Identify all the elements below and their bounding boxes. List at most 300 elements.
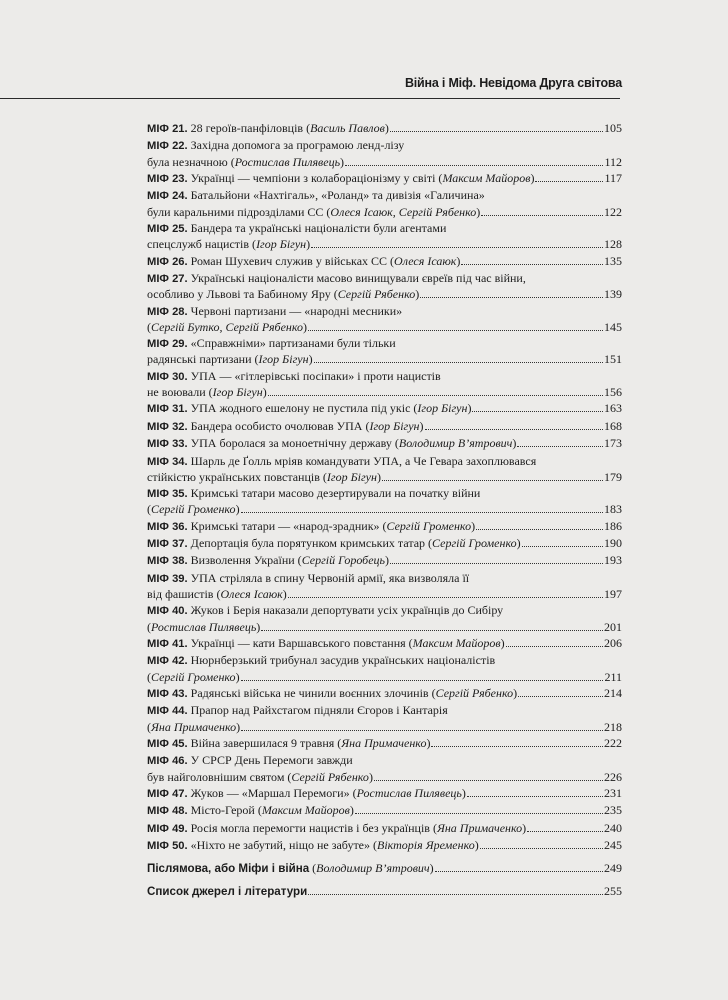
- toc-entry-text: [147, 121, 389, 137]
- myth-title: від фашистів (: [147, 587, 221, 602]
- dot-leader: [345, 165, 603, 166]
- toc-entry-text: [147, 653, 495, 669]
- author-close: ): [429, 861, 434, 876]
- dot-leader: [535, 181, 603, 182]
- dot-leader: [355, 813, 603, 814]
- toc-entry-line: [147, 419, 622, 435]
- dot-leader: [472, 411, 603, 412]
- myth-number: МІФ 32.: [147, 420, 188, 433]
- author-name: Сергій Громенко: [432, 536, 517, 551]
- toc-entry-text: [147, 686, 517, 702]
- toc-entry-line: [147, 454, 622, 470]
- myth-title: УПА жодного ешелону не пустила під укіс (: [190, 401, 418, 416]
- myth-title: був найголовнішим святом (: [147, 769, 292, 784]
- toc-entry-text: [147, 736, 430, 752]
- toc-entry-text: [147, 486, 480, 502]
- toc-entry: [147, 436, 622, 452]
- author-close: ): [236, 719, 241, 734]
- toc-entry-line: [147, 736, 622, 752]
- toc-entry-line: [147, 237, 622, 252]
- toc-entry: [147, 803, 622, 819]
- toc-entry-line: [147, 155, 622, 170]
- myth-title: Бандера особисто очолював УПА (: [190, 418, 370, 433]
- author-name: Яна Примаченко: [436, 820, 523, 835]
- toc-entry-line: [147, 553, 622, 569]
- toc-entry-text: [147, 470, 381, 485]
- page-number: 211: [604, 669, 622, 684]
- myth-number: МІФ 39.: [147, 572, 188, 585]
- toc-entry-text: [147, 703, 448, 719]
- author-name: Ігор Бігун: [369, 418, 420, 433]
- author-name: Сергій Рябенко: [291, 769, 369, 784]
- myth-number: МІФ 48.: [147, 805, 188, 818]
- author-close: ): [340, 154, 345, 169]
- toc-entry: [147, 369, 622, 400]
- myth-title: Росія могла перемогти нацистів і без українців (: [190, 820, 437, 835]
- author-close: ): [349, 803, 354, 818]
- toc-entry-line: [147, 271, 622, 287]
- toc-entry: [147, 401, 622, 417]
- toc-entry: [147, 171, 622, 187]
- author-name: Ростислав Пилявець: [234, 154, 341, 169]
- myth-number: МІФ 30.: [147, 370, 188, 383]
- page-number: 186: [604, 518, 622, 533]
- author-close: ): [235, 502, 240, 517]
- myth-title: (: [147, 719, 151, 734]
- toc-entry-text: [147, 720, 240, 735]
- toc-entry: [147, 121, 622, 137]
- dot-leader: [425, 429, 603, 430]
- toc-entry: [147, 138, 622, 169]
- toc-entry-text: [147, 237, 310, 252]
- toc-entries: [147, 121, 622, 854]
- author-close: ): [512, 436, 517, 451]
- toc-entry-text: [147, 205, 480, 220]
- author-name: Вікторія Яременко: [377, 838, 475, 853]
- toc-tail: [147, 861, 622, 898]
- myth-title: Батальйони «Нахтігаль», «Роланд» та дивізія «Галичина»: [190, 188, 485, 203]
- myth-title: Кримські татари масово дезертирували на початку війни: [190, 486, 481, 501]
- toc-entry-line: [147, 536, 622, 552]
- toc-entry-text: [147, 536, 521, 552]
- page-number: 179: [604, 469, 622, 484]
- toc-entry-line: [147, 884, 622, 899]
- toc-entry-line: [147, 720, 622, 735]
- author-close: ): [384, 121, 389, 135]
- dot-leader: [261, 630, 603, 631]
- myth-title: стійкістю українських повстанців (: [147, 469, 327, 484]
- dot-leader: [241, 512, 603, 513]
- dot-leader: [522, 546, 603, 547]
- page-number: 145: [604, 319, 622, 334]
- dot-leader: [518, 696, 603, 697]
- toc-entry-text: [147, 519, 475, 535]
- myth-title: (: [147, 319, 151, 334]
- myth-number: МІФ 27.: [147, 272, 188, 285]
- dot-leader: [476, 529, 603, 530]
- myth-title: 28 героїв-панфіловців (: [190, 121, 311, 135]
- page-number: 201: [604, 619, 622, 634]
- author-name: Ігор Бігун: [212, 384, 263, 399]
- author-close: ): [308, 352, 313, 367]
- toc-entry-line: [147, 486, 622, 502]
- page-number: 240: [604, 820, 622, 835]
- author-close: ): [415, 287, 420, 302]
- page-number: 173: [604, 436, 622, 451]
- page-number: 156: [604, 384, 622, 399]
- toc-entry: [147, 736, 622, 752]
- myth-title: Прапор над Райхстагом підняли Єгоров і Кантарія: [190, 703, 448, 718]
- myth-title: Визволення України (: [190, 553, 302, 568]
- dot-leader: [308, 330, 603, 331]
- toc-entry-text: [147, 553, 389, 569]
- myth-number: МІФ 28.: [147, 305, 188, 318]
- toc-entry-text: [147, 786, 466, 802]
- author-close: ): [500, 636, 505, 651]
- toc-entry-line: [147, 336, 622, 352]
- page-number: 122: [604, 204, 622, 219]
- myth-title: спецслужб нацистів (: [147, 237, 257, 252]
- dot-leader: [382, 480, 603, 481]
- toc-entry: [147, 188, 622, 219]
- toc-entry-line: [147, 821, 622, 837]
- toc-entry-line: [147, 587, 622, 602]
- toc-entry-text: [147, 254, 460, 270]
- author-name: Ігор Бігун: [258, 352, 309, 367]
- toc-entry-line: [147, 171, 622, 187]
- myth-title: (: [147, 669, 151, 684]
- myth-number: МІФ 34.: [147, 455, 188, 468]
- author-name: Сергій Рябенко: [435, 686, 514, 701]
- author-name: Сергій Бутко, Сергій Рябенко: [151, 319, 304, 334]
- author-name: Яна Примаченко: [341, 736, 427, 751]
- myth-title: Радянські війська не чинили воєнних злочинів (: [190, 686, 436, 701]
- myth-title: не воювали (: [147, 384, 213, 399]
- author-name: Василь Павлов: [310, 121, 385, 135]
- toc-back-matter-entry: [147, 884, 622, 899]
- author-name: Сергій Горобець: [301, 553, 385, 568]
- author-name: Олеся Ісаюк: [394, 253, 457, 268]
- page-number: 206: [604, 636, 622, 651]
- toc-entry-text: [147, 753, 353, 769]
- author-name: Володимир В’ятрович: [398, 436, 513, 451]
- myth-title: Українці — чемпіони з колабораціонізму у світі (: [190, 170, 443, 185]
- toc-entry: [147, 304, 622, 335]
- toc-entry-line: [147, 670, 622, 685]
- page-number: 139: [604, 287, 622, 302]
- toc-back-matter-entry: [147, 861, 622, 876]
- toc-entry-text: [147, 401, 471, 417]
- myth-title: особливо у Львові та Бабиному Яру (: [147, 287, 338, 302]
- author-name: Ростислав Пилявець: [356, 786, 462, 800]
- toc-entry-line: [147, 571, 622, 587]
- myth-title: Роман Шухевич служив у військах СС (: [190, 253, 395, 268]
- toc-entry-text: [147, 636, 505, 652]
- myth-title: були каральними підрозділами СС (: [147, 204, 331, 219]
- page-number: 112: [604, 154, 622, 169]
- myth-title: Українці — кати Варшавського повстання (: [190, 636, 413, 651]
- toc-entry: [147, 486, 622, 517]
- toc-entry-line: [147, 121, 622, 137]
- toc-entry: [147, 753, 622, 784]
- dot-leader: [480, 848, 603, 849]
- toc-entry-text: [147, 271, 526, 287]
- author-name: Олеся Ісаюк: [220, 587, 283, 602]
- author-close: ): [256, 619, 261, 634]
- toc-entry-text: [147, 287, 419, 302]
- dot-leader: [420, 297, 603, 298]
- toc-entry: [147, 254, 622, 270]
- author-name: Сергій Громенко: [151, 502, 236, 517]
- section-title: Післямова, або Міфи і війна: [147, 862, 310, 876]
- myth-title: Бандера та українські націоналісти були агентами: [190, 220, 447, 235]
- dot-leader: [374, 780, 603, 781]
- myth-number: МІФ 49.: [147, 822, 188, 835]
- toc-entry: [147, 703, 622, 734]
- myth-title: УПА боролася за моноетнічну державу (: [190, 436, 399, 451]
- toc-entry-text: [147, 670, 240, 685]
- toc-entry-line: [147, 221, 622, 237]
- toc-entry-text: [147, 884, 307, 899]
- myth-number: МІФ 41.: [147, 638, 188, 651]
- toc-entry: [147, 571, 622, 602]
- myth-number: МІФ 26.: [147, 255, 188, 268]
- myth-title: Кримські татари — «народ-зрадник» (: [190, 518, 387, 533]
- dot-leader: [506, 646, 603, 647]
- myth-title: Українські націоналісти масово винищували євреїв під час війни,: [190, 270, 526, 285]
- toc-entry-text: [147, 419, 424, 435]
- toc-entry-text: [147, 155, 344, 170]
- toc-entry: [147, 419, 622, 435]
- toc-entry-line: [147, 519, 622, 535]
- myth-title: Західна допомога за програмою ленд-лізу: [190, 138, 405, 153]
- toc-entry-line: [147, 369, 622, 385]
- dot-leader: [517, 446, 603, 447]
- author-close: ): [467, 401, 472, 416]
- toc-entry: [147, 336, 622, 367]
- myth-number: МІФ 47.: [147, 788, 188, 800]
- page-number: 168: [604, 418, 622, 433]
- toc-entry-text: [147, 571, 469, 587]
- page-number: 193: [604, 553, 622, 568]
- toc-entry-text: [147, 821, 526, 837]
- myth-title: Червоні партизани — «народні месники»: [190, 303, 403, 318]
- dot-leader: [527, 831, 603, 832]
- author-name: Максим Майоров: [261, 803, 350, 818]
- dot-leader: [241, 680, 604, 681]
- toc-entry-line: [147, 636, 622, 652]
- myth-number: МІФ 24.: [147, 190, 188, 203]
- toc-entry-line: [147, 603, 622, 619]
- page-number: 218: [604, 719, 622, 734]
- author-name: Ігор Бігун: [326, 469, 377, 484]
- myth-number: МІФ 25.: [147, 222, 188, 235]
- toc-entry-line: [147, 254, 622, 270]
- myth-number: МІФ 44.: [147, 705, 188, 718]
- author-close: ): [419, 418, 424, 433]
- page-number: 214: [604, 686, 622, 701]
- myth-title: радянські партизани (: [147, 352, 259, 367]
- myth-number: МІФ 50.: [147, 840, 188, 853]
- author-close: ): [474, 838, 479, 853]
- page-number: 105: [604, 121, 622, 135]
- toc-entry-text: [147, 770, 373, 785]
- author-name: Сергій Рябенко: [337, 287, 416, 302]
- myth-title: Жуков і Берія наказали депортувати усіх українців до Сибіру: [190, 603, 504, 618]
- dot-leader: [390, 563, 603, 564]
- toc-entry-line: [147, 786, 622, 802]
- myth-title: Жуков — «Маршал Перемоги» (: [190, 786, 357, 800]
- toc-entry: [147, 271, 622, 302]
- author-open: (: [309, 861, 317, 876]
- author-close: ): [303, 319, 308, 334]
- toc-entry-line: [147, 138, 622, 154]
- page-number: 245: [604, 838, 622, 853]
- myth-number: МІФ 40.: [147, 605, 188, 618]
- toc-entry-text: [147, 838, 479, 854]
- author-name: Максим Майоров: [442, 170, 531, 185]
- myth-title: (: [147, 619, 151, 634]
- toc-entry-text: [147, 188, 485, 204]
- toc-entry-text: [147, 304, 402, 320]
- myth-title: УПА — «гітлерівські посіпаки» і проти нацистів: [190, 368, 441, 383]
- toc-entry-line: [147, 188, 622, 204]
- author-close: ): [262, 384, 267, 399]
- toc-entry-line: [147, 838, 622, 854]
- myth-title: Депортація була порятунком кримських татар (: [190, 536, 433, 551]
- page-number: 222: [604, 736, 622, 751]
- myth-number: МІФ 31.: [147, 403, 188, 416]
- toc-entry-line: [147, 753, 622, 769]
- author-name: Яна Примаченко: [151, 719, 237, 734]
- toc-entry-line: [147, 205, 622, 220]
- running-header: Війна і Міф. Невідома Друга світова: [404, 76, 622, 90]
- myth-title: була незначною (: [147, 154, 235, 169]
- toc-entry-line: [147, 770, 622, 785]
- toc-entry-text: [147, 620, 260, 635]
- toc-entry-text: [147, 320, 307, 335]
- toc-entry: [147, 636, 622, 652]
- toc-entry-text: [147, 502, 240, 517]
- myth-number: МІФ 36.: [147, 520, 188, 533]
- toc-entry-line: [147, 470, 622, 485]
- toc-entry-line: [147, 861, 622, 876]
- author-close: ): [376, 469, 381, 484]
- toc-entry-text: [147, 221, 446, 237]
- author-name: Олеся Ісаюк, Сергій Рябенко: [330, 204, 477, 219]
- myth-number: МІФ 38.: [147, 555, 188, 568]
- myth-number: МІФ 37.: [147, 538, 188, 551]
- myth-title: Місто-Герой (: [190, 803, 262, 818]
- myth-title: Шарль де Ґолль мріяв командувати УПА, а Че Гевара захоплювався: [190, 453, 537, 468]
- toc-entry-text: [147, 603, 503, 619]
- dot-leader: [390, 131, 603, 132]
- toc-entry-text: [147, 587, 287, 602]
- toc-entry-text: [147, 369, 441, 385]
- toc-entry: [147, 686, 622, 702]
- myth-number: МІФ 33.: [147, 438, 188, 451]
- page-number: 190: [604, 536, 622, 551]
- myth-number: МІФ 29.: [147, 338, 188, 351]
- author-close: ): [306, 237, 311, 252]
- author-close: ): [461, 786, 466, 800]
- toc-entry-text: [147, 861, 434, 876]
- page-number: 231: [604, 786, 622, 800]
- author-close: ): [530, 170, 535, 185]
- dot-leader: [268, 395, 603, 396]
- myth-title: (: [147, 502, 151, 517]
- dot-leader: [435, 871, 603, 872]
- toc-entry-text: [147, 454, 536, 470]
- toc-entry-text: [147, 171, 534, 187]
- toc-entry-line: [147, 803, 622, 819]
- toc-entry-text: [147, 385, 267, 400]
- author-close: ): [522, 820, 527, 835]
- toc-entry-text: [147, 138, 404, 154]
- dot-leader: [461, 264, 603, 265]
- myth-title: У СРСР День Перемоги завжди: [190, 753, 353, 768]
- page-number: 249: [604, 861, 622, 876]
- author-close: ): [513, 686, 518, 701]
- toc-entry-line: [147, 436, 622, 452]
- dot-leader: [311, 247, 603, 248]
- toc-entry-line: [147, 352, 622, 367]
- dot-leader: [241, 730, 603, 731]
- author-name: Ігор Бігун: [417, 401, 468, 416]
- author-close: ): [516, 536, 521, 551]
- section-title: Список джерел і літератури: [147, 884, 308, 898]
- toc-entry: [147, 221, 622, 252]
- myth-number: МІФ 22.: [147, 140, 188, 153]
- table-of-contents: [147, 121, 622, 900]
- toc-entry-text: [147, 336, 396, 352]
- myth-title: УПА стріляла в спину Червоній армії, яка визволяла її: [190, 570, 470, 585]
- toc-entry: [147, 653, 622, 684]
- toc-entry: [147, 454, 622, 485]
- myth-number: МІФ 35.: [147, 488, 188, 501]
- toc-entry: [147, 838, 622, 854]
- myth-number: МІФ 46.: [147, 755, 188, 768]
- toc-entry-line: [147, 703, 622, 719]
- toc-entry-text: [147, 436, 516, 452]
- page-number: 235: [604, 803, 622, 818]
- dot-leader: [288, 597, 603, 598]
- toc-entry-line: [147, 502, 622, 517]
- myth-title: «Справжніми» партизанами були тільки: [190, 336, 396, 351]
- toc-entry: [147, 603, 622, 634]
- toc-entry: [147, 786, 622, 802]
- myth-number: МІФ 23.: [147, 172, 188, 185]
- toc-entry-line: [147, 401, 622, 417]
- author-name: Ростислав Пилявець: [151, 619, 257, 634]
- author-close: ): [471, 518, 476, 533]
- toc-entry-text: [147, 352, 313, 367]
- author-name: Володимир В’ятрович: [316, 861, 430, 876]
- myth-number: МІФ 21.: [147, 123, 188, 135]
- toc-entry: [147, 536, 622, 552]
- myth-title: «Ніхто не забутий, ніщо не забуте» (: [190, 838, 378, 853]
- myth-title: Нюрнберзький трибунал засудив українських націоналістів: [190, 653, 496, 668]
- toc-entry-line: [147, 320, 622, 335]
- header-rule: [0, 98, 620, 99]
- author-close: ): [426, 736, 431, 751]
- toc-entry-line: [147, 686, 622, 702]
- author-name: Максим Майоров: [412, 636, 501, 651]
- toc-entry: [147, 821, 622, 837]
- toc-entry-line: [147, 287, 622, 302]
- myth-number: МІФ 45.: [147, 738, 188, 751]
- page-number: 128: [604, 237, 622, 252]
